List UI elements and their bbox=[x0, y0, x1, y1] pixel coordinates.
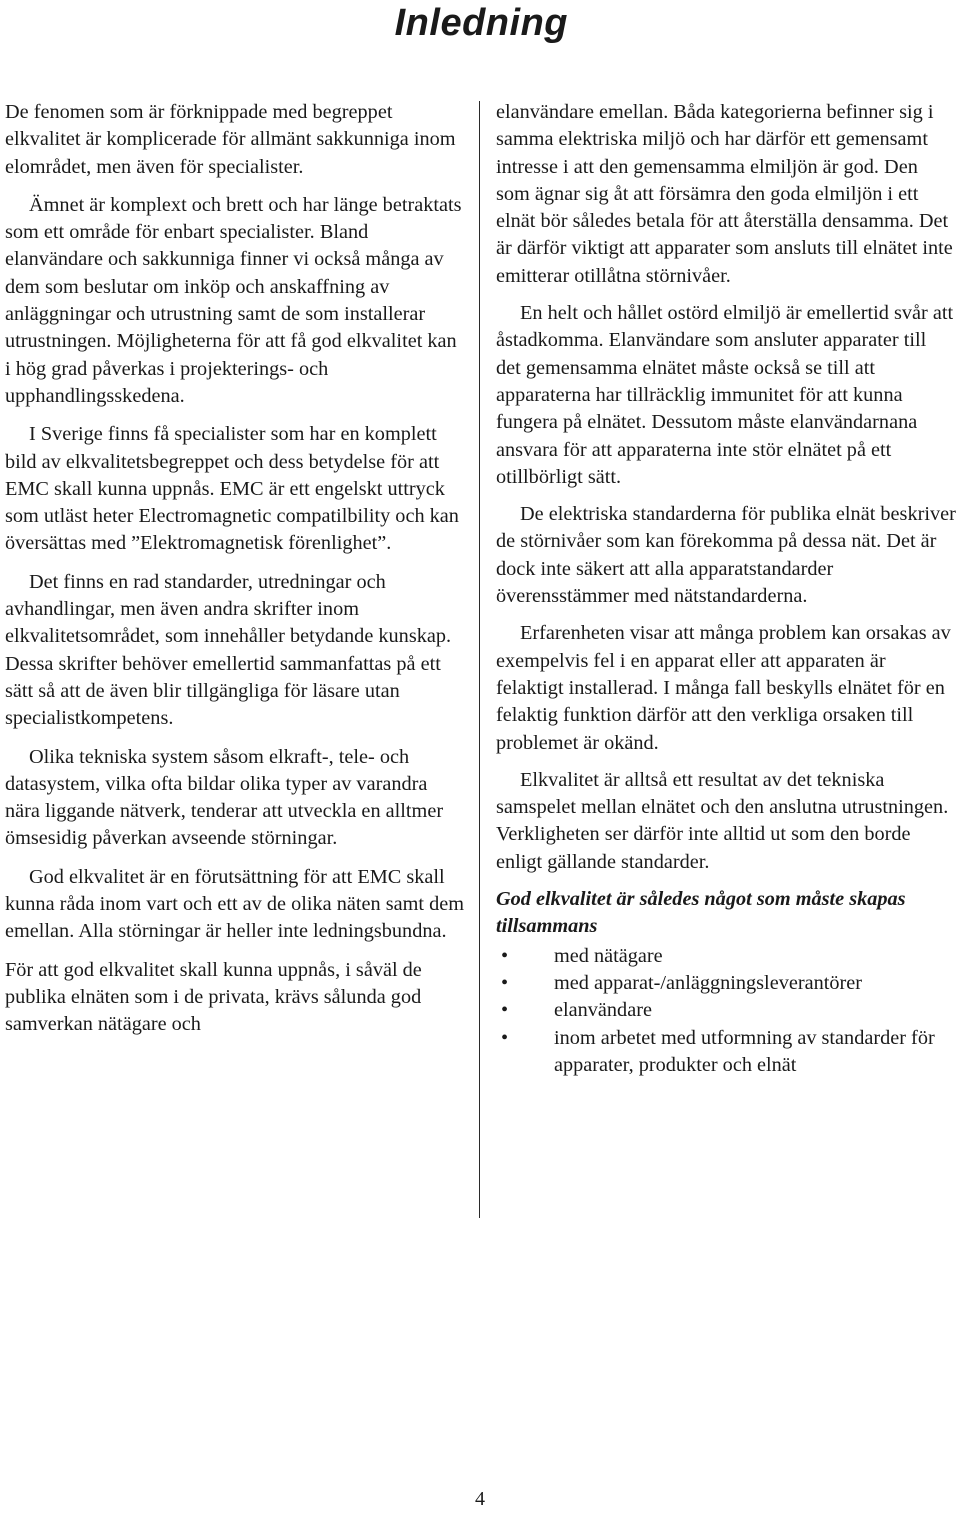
list-item-text: med nätägare bbox=[554, 944, 663, 967]
left-text-column bbox=[5, 99, 467, 1050]
body-paragraph: En helt och hållet ostörd elmiljö är emellertid svår att åstadkomma. Elanvändare som ansluter apparater till det gemensamma elnätet måste också se till att apparaterna har tillräcklig immunitet för att kunna fungera på elnätet. Dessutom måste elanvändarnana ansvara för att apparaterna inte stör elnätet på ett otillbörligt sätt. bbox=[496, 302, 954, 488]
bullet-icon: • bbox=[501, 971, 509, 994]
body-paragraph: I Sverige finns få specialister som har en komplett bild av elkvalitetsbegreppet och dess betydelse för att EMC skall kunna uppnås. EMC är ett engelskt uttryck som utläst heter Electromagnetic compatilbility och kan översättas med ”Elektromagnetisk förenlighet”. bbox=[5, 423, 459, 555]
list-item-text: inom arbetet med utformning av standarder för apparater, produkter och elnät bbox=[554, 1026, 935, 1076]
body-paragraph: Erfarenheten visar att många problem kan orsakas av exempelvis fel i en apparat eller att apparaten är felaktigt installerad. I många fall beskylls elnätet för en felaktig funktion därför att den verkliga orsaken till problemet är okänd. bbox=[496, 622, 951, 754]
body-paragraph: För att god elkvalitet skall kunna uppnås, i såväl de publika elnäten som i de privata, krävs sålunda god samverkan nätägare och bbox=[5, 958, 422, 1036]
body-paragraph: Elkvalitet är alltså ett resultat av det tekniska samspelet mellan elnätet och den anslutna utrustningen. Verkligheten ser därför inte alltid ut som den borde enligt gällande standarder. bbox=[496, 768, 949, 873]
right-text-column bbox=[496, 99, 956, 1079]
page-title: Inledning bbox=[394, 2, 568, 44]
body-paragraph: God elkvalitet är en förutsättning för att EMC skall kunna råda inom vart och ett av de olika näten samt dem emellan. Alla störningar är heller inte ledningsbundna. bbox=[5, 865, 464, 943]
list-item-text: elanvändare bbox=[554, 999, 652, 1022]
body-paragraph: De elektriska standarderna för publika elnät beskriver de störnivåer som kan förekomma på dessa nät. Det är dock inte säkert att alla apparatstandarder överensstämmer med nätstandarderna. bbox=[496, 503, 956, 608]
bullet-list bbox=[496, 943, 956, 1079]
page-number: 4 bbox=[475, 1488, 485, 1510]
list-item-text: med apparat-/anläggningsleverantörer bbox=[554, 971, 863, 994]
list-item bbox=[496, 1025, 956, 1080]
body-paragraph: elanvändare emellan. Båda kategorierna befinner sig i samma elektriska miljö och har därför ett gemensamt intresse i att den gemensamma elmiljön är god. Den som ägnar sig åt att försämra den goda elmiljön i ett elnät bör således betala för att återställa densamma. Det är därför viktigt att apparater som ansluts till elnätet inte emitterar otillåtna störnivåer. bbox=[496, 101, 953, 287]
body-paragraph: Ämnet är komplext och brett och har länge betraktats som ett område för enbart specialister. Bland elanvändare och sakkunniga finner vi också många av dem som beslutar om inköp och anskaffning av anläggningar och utrustning samt de som installerar utrustningen. Möjligheterna för att få god elkvalitet kan i hög grad påverkas i projekterings- och upphandlingsskedena. bbox=[5, 193, 462, 407]
body-paragraph: Det finns en rad standarder, utredningar och avhandlingar, men även andra skrifter inom elkvalitetsområdet, som innehåller betydande kunskap. Dessa skrifter behöver emellertid sammanfattas på ett sätt så att de även blir tillgängliga för läsare utan specialistkompetens. bbox=[5, 570, 452, 730]
bullet-icon: • bbox=[501, 944, 509, 967]
body-paragraph: Olika tekniska system såsom elkraft-, tele- och datasystem, vilka ofta bildar olika typer av varandra nära liggande nätverk, tenderar att utveckla en alltmer ömsesidig påverkan avseende störningar. bbox=[5, 745, 444, 850]
list-item bbox=[496, 943, 956, 970]
list-item bbox=[496, 997, 956, 1024]
list-item bbox=[496, 970, 956, 997]
bullet-icon: • bbox=[501, 999, 509, 1022]
column-divider bbox=[479, 101, 480, 1218]
body-paragraph: De fenomen som är förknippade med begreppet elkvalitet är komplicerade för allmänt sakkunniga inom elområdet, men även för specialister. bbox=[5, 101, 456, 178]
bullet-icon: • bbox=[501, 1026, 509, 1049]
section-subheading: God elkvalitet är således något som måste skapas tillsammans bbox=[496, 888, 906, 938]
